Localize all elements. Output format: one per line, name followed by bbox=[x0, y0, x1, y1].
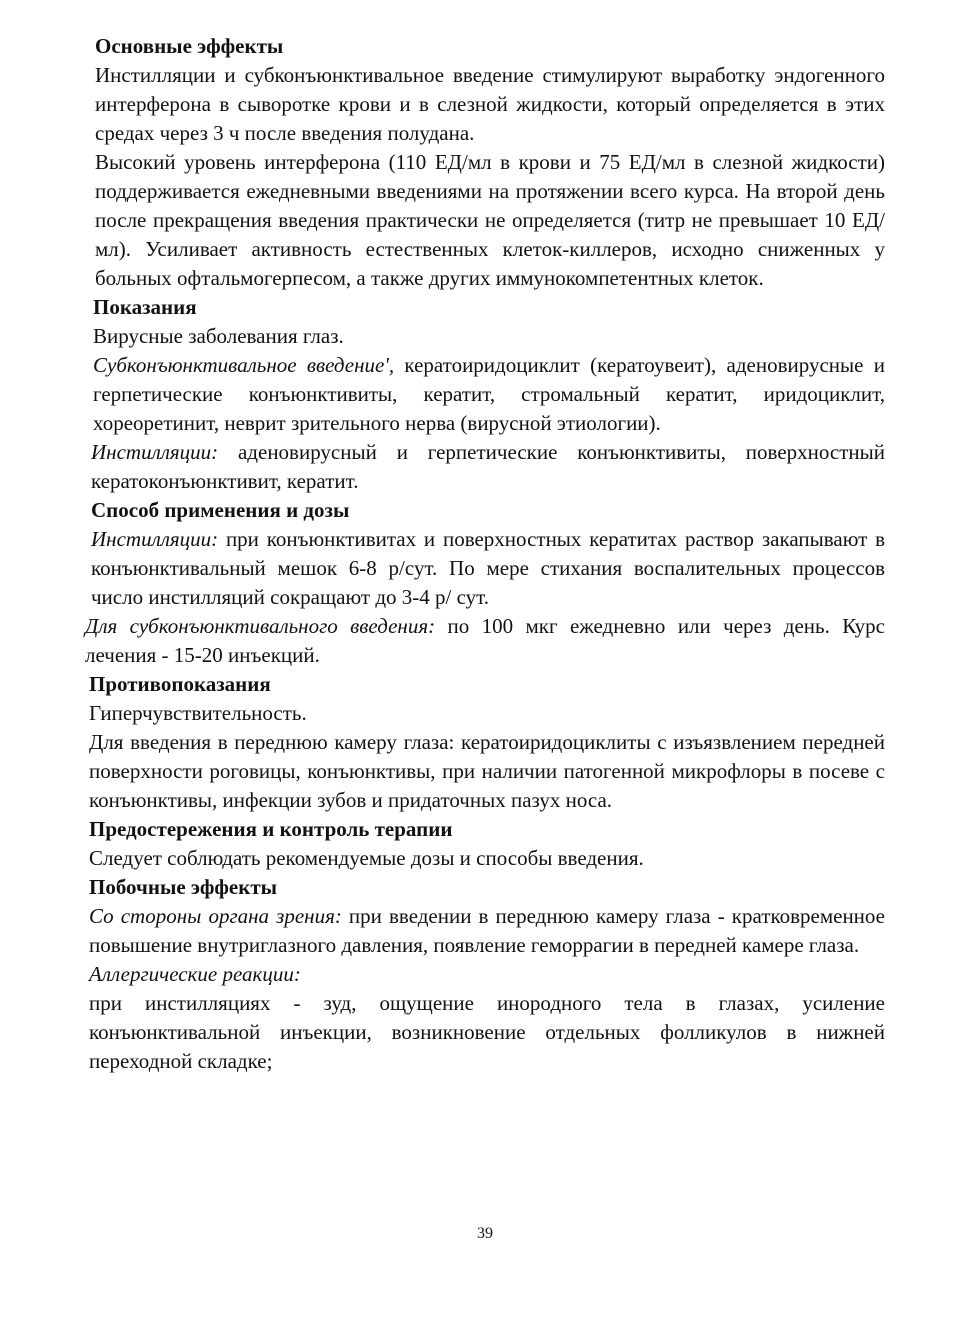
indications-subconj-text: кератоиридоциклит (кератоувеит), аденовирусные и герпетические конъюнктивиты, кератит, стромальный кератит, иридоциклит, хореоретинит, неврит зрительного нерва (вирусной этиологии). bbox=[93, 353, 885, 435]
indications-paragraph-3 bbox=[89, 438, 885, 496]
indications-subconj-label: Субконъюнктивальное введение', bbox=[93, 353, 395, 377]
section-heading-side-effects: Побочные эффекты bbox=[89, 875, 278, 899]
effects-paragraph-2: Высокий уровень интерферона (110 ЕД/мл в крови и 75 ЕД/мл в слезной жидкости) поддерживается ежедневными введениями на протяжении всего курса. На второй день после прекращения введения практически не определяется (титр не превышает 10 ЕД/мл). Усиливает активность естественных клеток-киллеров, исходно сниженных у больных офтальмогерпесом, а также других иммунокомпетентных клеток. bbox=[95, 150, 885, 290]
section-heading-precautions: Предостережения и контроль терапии bbox=[89, 817, 453, 841]
dosage-subconj-label: Для субконъюнктивального введения: bbox=[85, 614, 436, 638]
section-heading-effects: Основные эффекты bbox=[95, 34, 284, 58]
precautions-paragraph-1: Следует соблюдать рекомендуемые дозы и способы введения. bbox=[89, 846, 644, 870]
side-effects-paragraph-3: при инстилляциях - зуд, ощущение инородного тела в глазах, усиление конъюнктивальной инъекции, возникновение отдельных фолликулов в нижней переходной складке; bbox=[89, 991, 885, 1073]
dosage-paragraph-1 bbox=[89, 525, 885, 612]
section-heading-contraindications: Противопоказания bbox=[89, 672, 271, 696]
indications-instill-text: аденовирусный и герпетические конъюнктивиты, поверхностный кератоконъюнктивит, кератит. bbox=[91, 440, 885, 493]
indications-paragraph-2 bbox=[89, 351, 885, 438]
dosage-subconj-text: по 100 мкг ежедневно или через день. Курс лечения - 15-20 инъекций. bbox=[85, 614, 885, 667]
side-effects-paragraph-1 bbox=[89, 902, 885, 960]
indications-instill-label: Инстилляции: bbox=[91, 440, 219, 464]
contraindications-paragraph-1: Гиперчувствительность. bbox=[89, 701, 307, 725]
dosage-instill-label: Инстилляции: bbox=[91, 527, 219, 551]
dosage-paragraph-2 bbox=[85, 612, 885, 670]
contraindications-paragraph-2: Для введения в переднюю камеру глаза: кератоиридоциклиты с изъязвлением передней поверхности роговицы, конъюнктивы, при наличии патогенной микрофлоры в посеве с конъюнктивы, инфекции зубов и придаточных пазух носа. bbox=[89, 730, 885, 812]
effects-paragraph-1: Инстилляции и субконъюнктивальное введение стимулируют выработку эндогенного интерферона в сыворотке крови и в слезной жидкости, который определяется в этих средах через 3 ч после введения полудана. bbox=[95, 63, 885, 145]
side-effects-eye-label: Со стороны органа зрения: bbox=[89, 904, 342, 928]
page-number: 39 bbox=[477, 1225, 493, 1242]
side-effects-allergy-label: Аллергические реакции: bbox=[89, 962, 301, 986]
indications-paragraph-1: Вирусные заболевания глаз. bbox=[93, 324, 344, 348]
page-content bbox=[85, 32, 885, 1076]
side-effects-eye-text: при введении в переднюю камеру глаза - кратковременное повышение внутриглазного давления, появление геморрагии в передней камере глаза. bbox=[89, 904, 885, 957]
section-heading-dosage: Способ применения и дозы bbox=[91, 498, 350, 522]
section-heading-indications: Показания bbox=[93, 295, 197, 319]
dosage-instill-text: при конъюнктивитах и поверхностных кератитах раствор закапывают в конъюнктивальный мешок 6-8 р/сут. По мере стихания воспалительных процессов число инстилляций сокращают до 3-4 р/ сут. bbox=[91, 527, 885, 609]
